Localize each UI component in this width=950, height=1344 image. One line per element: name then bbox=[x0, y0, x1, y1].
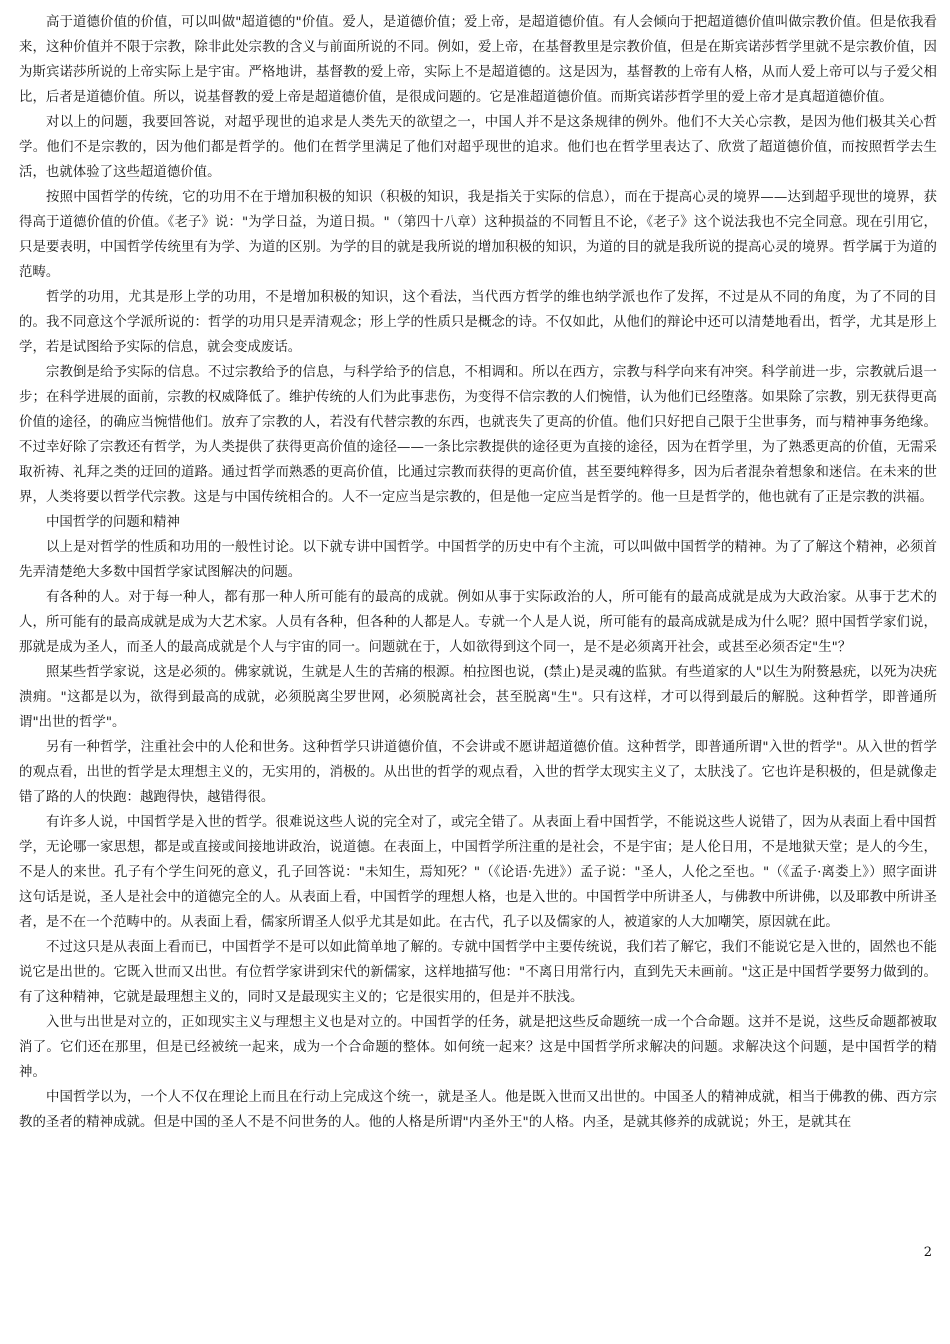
paragraph-both-worldly-and-otherworldly: 不过这只是从表面上看而已，中国哲学不是可以如此简单地了解的。专就中国哲学中主要传统说，我们若了解它，我们不能说它是入世的，固然也不能说它是出世的。它既入世而又出世。有位哲学家讲到宋代的新儒家，这样地描写他："不离日用常行内，直到先天未画前。"这正是中国哲学要努力做到的。有了这种精神，它就是最理想主义的，同时又是最现实主义的；它是很实用的，但是并不肤浅。 bbox=[19, 940, 937, 1005]
page-number: 2 bbox=[923, 1245, 932, 1260]
paragraph-function-of-philosophy: 按照中国哲学的传统，它的功用不在于增加积极的知识（积极的知识，我是指关于实际的信息），而在于提高心灵的境界——达到超乎现世的境界，获得高于道德价值的价值。《老子》说："为学日益，为道日损。"（第四十八章）这种损益的不同暂且不论，《老子》这个说法我也不完全同意。现在引用它，只是要表明，中国哲学传统里有为学、为道的区别。为学的目的就是我所说的增加积极的知识，为道的目的就是我所说的提高心灵的境界。哲学属于为道的范畴。 bbox=[19, 190, 937, 280]
paragraph-super-moral-values: 高于道德价值的价值，可以叫做"超道德的"价值。爱人，是道德价值；爱上帝，是超道德价值。有人会倾向于把超道德价值叫做宗教价值。但是依我看来，这种价值并不限于宗教，除非此处宗教的含义与前面所说的不同。例如，爱上帝，在基督教里是宗教价值，但是在斯宾诺莎哲学里就不是宗教价值，因为斯宾诺莎所说的上帝实际上是宇宙。严格地讲，基督教的爱上帝，实际上不是超道德的。这是因为，基督教的上帝有人格，从而人爱上帝可以与子爱父相比，后者是道德价值。所以，说基督教的爱上帝是超道德价值，是很成问题的。它是准超道德价值。而斯宾诺莎哲学里的爱上帝才是真超道德价值。 bbox=[19, 15, 937, 105]
section-heading: 中国哲学的问题和精神 bbox=[46, 515, 180, 530]
paragraph-worldly-philosophy: 另有一种哲学，注重社会中的人伦和世务。这种哲学只讲道德价值，不会讲或不愿讲超道德价值。这种哲学，即普通所谓"入世的哲学"。从入世的哲学的观点看，出世的哲学是太理想主义的，无实用的，消极的。从出世的哲学的观点看，入世的哲学太现实主义了，太肤浅了。它也许是积极的，但是就像走错了路的人的快跑：越跑得快，越错得很。 bbox=[19, 740, 937, 805]
paragraph-introduction-chinese-philosophy: 以上是对哲学的性质和功用的一般性讨论。以下就专讲中国哲学。中国哲学的历史中有个主流，可以叫做中国哲学的精神。为了了解这个精神，必须首先弄清楚绝大多数中国哲学家试图解决的问题。 bbox=[19, 540, 937, 580]
paragraph-chinese-philosophy-worldly: 有许多人说，中国哲学是入世的哲学。很难说这些人说的完全对了，或完全错了。从表面上看中国哲学，不能说这些人说错了，因为从表面上看中国哲学，无论哪一家思想，都是或直接或间接地讲政治，说道德。在表面上，中国哲学所注重的是社会，不是宇宙；是人伦日用，不是地狱天堂；是人的今生，不是人的来世。孔子有个学生问死的意义，孔子回答说："未知生，焉知死？"（《论语·先进》）孟子说："圣人，人伦之至也。"（《孟子·离娄上》）照字面讲这句话是说，圣人是社会中的道德完全的人。从表面上看，中国哲学的理想人格，也是入世的。中国哲学中所讲圣人，与佛教中所讲佛，以及耶教中所讲圣者，是不在一个范畴中的。从表面上看，儒家所谓圣人似乎尤其是如此。在古代，孔子以及儒家的人，被道家的人大加嘲笑，原因就在此。 bbox=[19, 815, 937, 930]
paragraph-pursuit-beyond-world: 对以上的问题，我要回答说，对超乎现世的追求是人类先天的欲望之一，中国人并不是这条规律的例外。他们不大关心宗教，是因为他们极其关心哲学。他们不是宗教的，因为他们都是哲学的。他们在哲学里满足了他们对超乎现世的追求。他们也在哲学里表达了、欣赏了超道德价值，而按照哲学去生活，也就体验了这些超道德价值。 bbox=[19, 115, 937, 180]
paragraph-metaphysics: 哲学的功用，尤其是形上学的功用，不是增加积极的知识，这个看法，当代西方哲学的维也纳学派也作了发挥，不过是从不同的角度，为了不同的目的。我不同意这个学派所说的：哲学的功用只是弄清观念；形上学的性质只是概念的诗。不仅如此，从他们的辩论中还可以清楚地看出，哲学，尤其是形上学，若是试图给予实际的信息，就会变成废话。 bbox=[19, 290, 937, 355]
paragraph-synthesis: 入世与出世是对立的，正如现实主义与理想主义也是对立的。中国哲学的任务，就是把这些反命题统一成一个合命题。这并不是说，这些反命题都被取消了。它们还在那里，但是已经被统一起来，成为一个合命题的整体。如何统一起来？这是中国哲学所求解决的问题。求解决这个问题，是中国哲学的精神。 bbox=[19, 1015, 937, 1080]
paragraph-sage: 中国哲学以为，一个人不仅在理论上而且在行动上完成这个统一，就是圣人。他是既入世而又出世的。中国圣人的精神成就，相当于佛教的佛、西方宗教的圣者的精神成就。但是中国的圣人不是不问世务的人。他的人格是所谓"内圣外王"的人格。内圣，是就其修养的成就说；外王，是就其在 bbox=[19, 1090, 937, 1130]
document-page bbox=[19, 10, 937, 1135]
paragraph-kinds-of-people: 有各种的人。对于每一种人，都有那一种人所可能有的最高的成就。例如从事于实际政治的人，所可能有的最高成就是成为大政治家。从事于艺术的人，所可能有的最高成就是成为大艺术家。人员有各种，但各种的人都是人。专就一个人是人说，所可能有的最高成就是成为什么呢？照中国哲学家们说，那就是成为圣人，而圣人的最高成就是个人与宇宙的同一。问题就在于，人如欲得到这个同一，是不是必须离开社会，或甚至必须否定"生"？ bbox=[19, 590, 937, 655]
paragraph-otherworldly-philosophy: 照某些哲学家说，这是必须的。佛家就说，生就是人生的苦痛的根源。柏拉图也说，(禁止)是灵魂的监狱。有些道家的人"以生为附赘悬疣，以死为决疣溃痈。"这都是以为，欲得到最高的成就，必须脱离尘罗世网，必须脱离社会，甚至脱离"生"。只有这样，才可以得到最后的解脱。这种哲学，即普通所谓"出世的哲学"。 bbox=[19, 665, 937, 730]
paragraph-religion-and-science: 宗教倒是给予实际的信息。不过宗教给予的信息，与科学给予的信息，不相调和。所以在西方，宗教与科学向来有冲突。科学前进一步，宗教就后退一步；在科学进展的面前，宗教的权威降低了。维护传统的人们为此事悲伤，为变得不信宗教的人们惋惜，认为他们已经堕落。如果除了宗教，别无获得更高价值的途径，的确应当惋惜他们。放弃了宗教的人，若没有代替宗教的东西，也就丧失了更高的价值。他们只好把自己限于尘世事务，而与精神事务绝缘。不过幸好除了宗教还有哲学，为人类提供了获得更高价值的途径——一条比宗教提供的途径更为直接的途径，因为在哲学里，为了熟悉更高的价值，无需采取祈祷、礼拜之类的迂回的道路。通过哲学而熟悉的更高价值，比通过宗教而获得的更高价值，甚至要纯粹得多，因为后者混杂着想象和迷信。在未来的世界，人类将要以哲学代宗教。这是与中国传统相合的。人不一定应当是宗教的，但是他一定应当是哲学的。他一旦是哲学的，他也就有了正是宗教的洪福。 bbox=[19, 365, 937, 505]
